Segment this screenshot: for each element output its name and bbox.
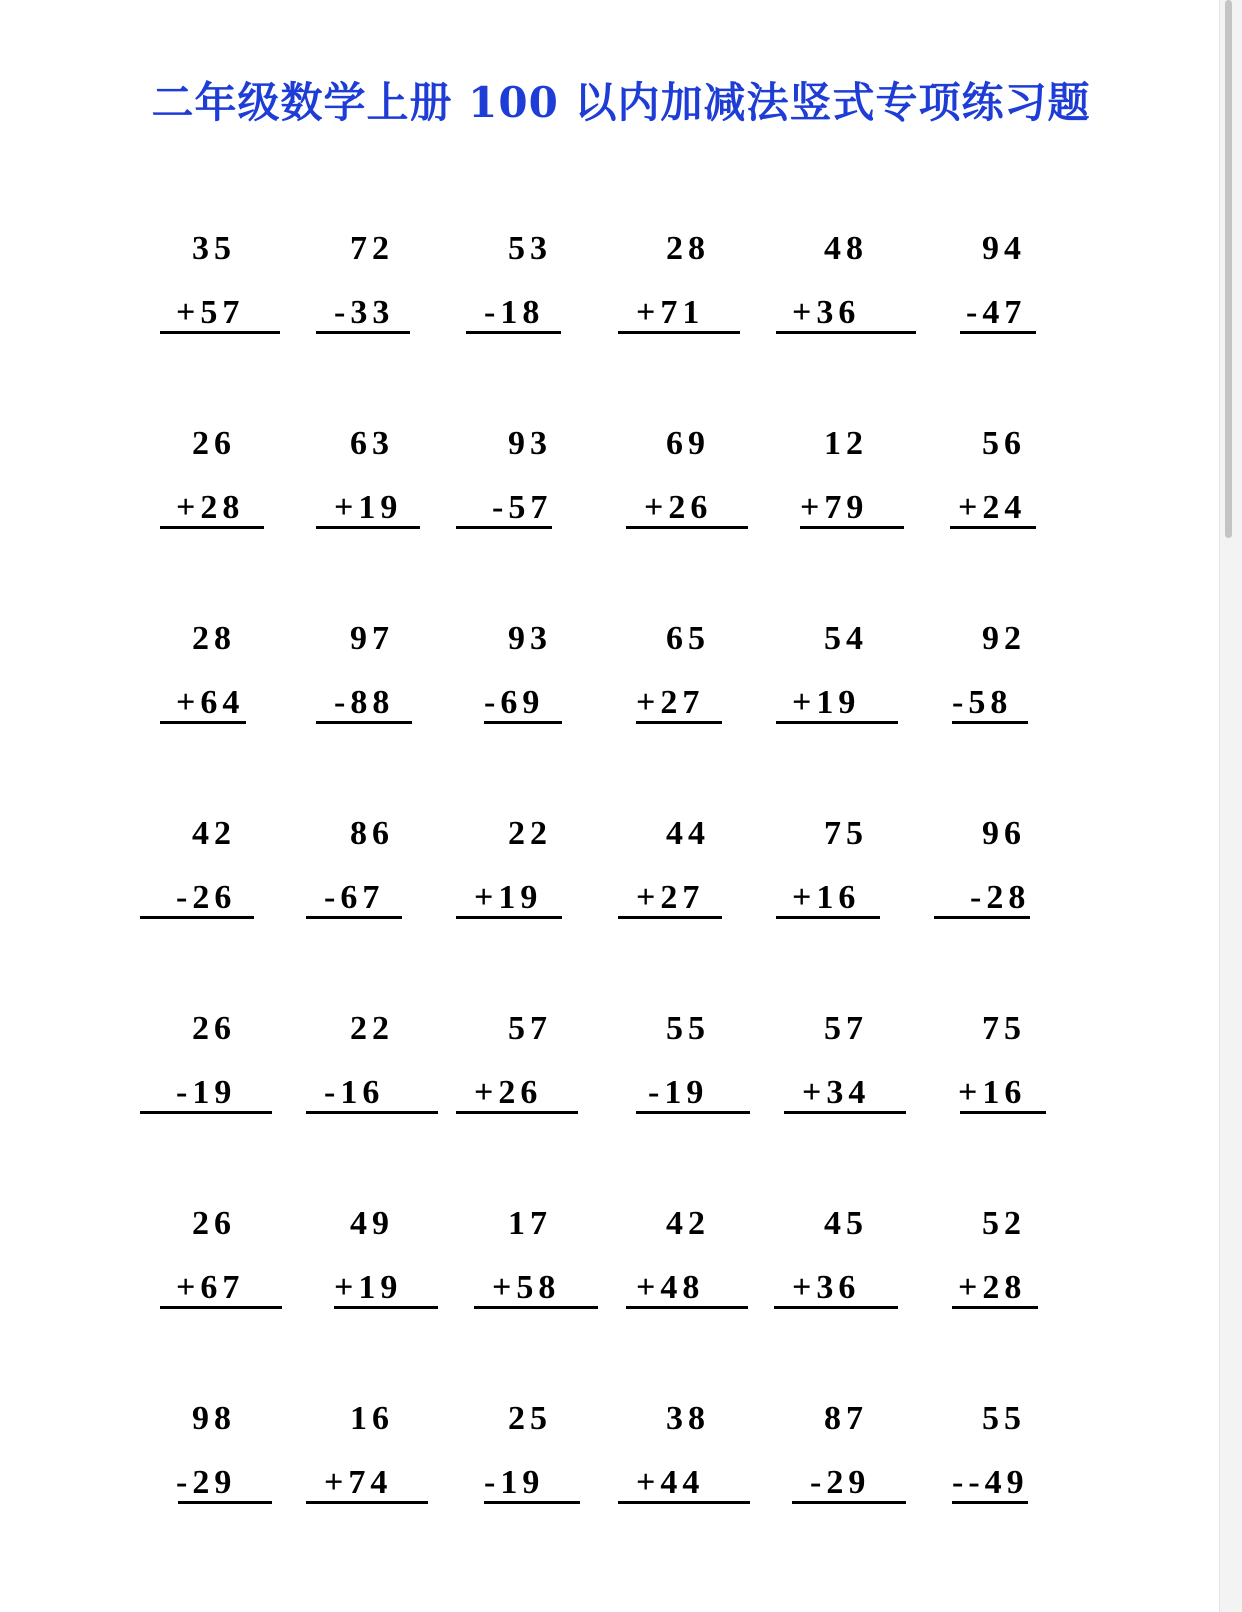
problem-item (614, 1400, 774, 1510)
operand-number: -58 (952, 684, 1013, 721)
top-number: 94 (982, 230, 1026, 267)
top-number: 16 (350, 1400, 394, 1437)
problem-item (930, 620, 1090, 730)
problem-item (772, 815, 932, 925)
problem-item (772, 230, 932, 340)
top-number: 26 (192, 1010, 236, 1047)
problem-item (140, 815, 300, 925)
operand-number: +67 (176, 1269, 245, 1306)
answer-line (466, 331, 561, 334)
operand-number: +19 (334, 1269, 403, 1306)
top-number: 87 (824, 1400, 868, 1437)
answer-line (784, 1111, 906, 1114)
operand-number: -18 (484, 294, 545, 331)
problem-item (772, 1400, 932, 1510)
operand-number: -19 (176, 1074, 237, 1111)
problem-item (930, 815, 1090, 925)
problem-item (140, 230, 300, 340)
operand-number: +19 (474, 879, 543, 916)
answer-line (456, 526, 552, 529)
problem-item (298, 1205, 458, 1315)
problem-item (614, 620, 774, 730)
answer-line (952, 1306, 1038, 1309)
answer-line (618, 331, 740, 334)
problem-item (140, 620, 300, 730)
operand-number: -16 (324, 1074, 385, 1111)
answer-line (934, 916, 1030, 919)
top-number: 25 (508, 1400, 552, 1437)
operand-number: -67 (324, 879, 385, 916)
answer-line (160, 526, 264, 529)
top-number: 75 (824, 815, 868, 852)
operand-number: +44 (636, 1464, 705, 1501)
top-number: 98 (192, 1400, 236, 1437)
operand-number: +28 (176, 489, 245, 526)
answer-line (960, 331, 1036, 334)
top-number: 57 (824, 1010, 868, 1047)
operand-number: +34 (802, 1074, 871, 1111)
answer-line (950, 526, 1036, 529)
answer-line (306, 1111, 438, 1114)
top-number: 42 (192, 815, 236, 852)
top-number: 45 (824, 1205, 868, 1242)
operand-number: +24 (958, 489, 1027, 526)
operand-number: +48 (636, 1269, 705, 1306)
answer-line (776, 916, 880, 919)
problem-item (456, 1010, 616, 1120)
answer-line (774, 1306, 898, 1309)
problem-item (930, 1400, 1090, 1510)
operand-number: +26 (474, 1074, 543, 1111)
top-number: 86 (350, 815, 394, 852)
problem-item (456, 230, 616, 340)
problem-item (140, 1010, 300, 1120)
answer-line (306, 916, 402, 919)
answer-line (140, 1111, 272, 1114)
problem-item (930, 1205, 1090, 1315)
problem-item (456, 815, 616, 925)
answer-line (952, 721, 1028, 724)
operand-number: -19 (648, 1074, 709, 1111)
answer-line (960, 1111, 1046, 1114)
top-number: 93 (508, 620, 552, 657)
problem-item (298, 425, 458, 535)
top-number: 72 (350, 230, 394, 267)
operand-number: +64 (176, 684, 245, 721)
top-number: 22 (350, 1010, 394, 1047)
operand-number: +19 (792, 684, 861, 721)
problem-item (140, 1400, 300, 1510)
top-number: 52 (982, 1205, 1026, 1242)
answer-line (952, 1501, 1028, 1504)
problem-item (456, 425, 616, 535)
top-number: 17 (508, 1205, 552, 1242)
problem-item (930, 230, 1090, 340)
top-number: 48 (824, 230, 868, 267)
operand-number: -26 (176, 879, 237, 916)
operand-number: --49 (952, 1464, 1029, 1501)
problem-item (614, 1010, 774, 1120)
operand-number: +28 (958, 1269, 1027, 1306)
problem-item (298, 1010, 458, 1120)
top-number: 42 (666, 1205, 710, 1242)
answer-line (776, 331, 916, 334)
problem-item (772, 620, 932, 730)
top-number: 28 (666, 230, 710, 267)
answer-line (792, 1501, 906, 1504)
answer-line (626, 526, 748, 529)
answer-line (636, 1111, 750, 1114)
top-number: 93 (508, 425, 552, 462)
top-number: 49 (350, 1205, 394, 1242)
answer-line (800, 526, 904, 529)
top-number: 44 (666, 815, 710, 852)
operand-number: +27 (636, 879, 705, 916)
answer-line (456, 916, 562, 919)
top-number: 28 (192, 620, 236, 657)
answer-line (316, 526, 420, 529)
problem-item (456, 620, 616, 730)
top-number: 56 (982, 425, 1026, 462)
operand-number: +57 (176, 294, 245, 331)
top-number: 69 (666, 425, 710, 462)
problem-item (772, 1205, 932, 1315)
top-number: 12 (824, 425, 868, 462)
problem-item (772, 1010, 932, 1120)
top-number: 54 (824, 620, 868, 657)
operand-number: -29 (176, 1464, 237, 1501)
operand-number: -28 (970, 879, 1031, 916)
answer-line (334, 1306, 438, 1309)
top-number: 26 (192, 1205, 236, 1242)
answer-line (484, 721, 562, 724)
operand-number: +58 (492, 1269, 561, 1306)
operand-number: +26 (644, 489, 713, 526)
answer-line (456, 1111, 578, 1114)
answer-line (626, 1306, 748, 1309)
operand-number: -57 (492, 489, 553, 526)
answer-line (776, 721, 898, 724)
problem-item (930, 425, 1090, 535)
top-number: 63 (350, 425, 394, 462)
problem-item (298, 620, 458, 730)
answer-line (474, 1306, 598, 1309)
top-number: 22 (508, 815, 552, 852)
answer-line (160, 1306, 282, 1309)
answer-line (618, 916, 722, 919)
top-number: 96 (982, 815, 1026, 852)
problem-item (614, 230, 774, 340)
operand-number: -88 (334, 684, 395, 721)
answer-line (636, 721, 722, 724)
top-number: 92 (982, 620, 1026, 657)
operand-number: -69 (484, 684, 545, 721)
top-number: 26 (192, 425, 236, 462)
problem-item (456, 1205, 616, 1315)
operand-number: +71 (636, 294, 705, 331)
answer-line (140, 916, 254, 919)
operand-number: +19 (334, 489, 403, 526)
problem-item (614, 815, 774, 925)
top-number: 97 (350, 620, 394, 657)
problem-item (614, 425, 774, 535)
problem-item (614, 1205, 774, 1315)
top-number: 65 (666, 620, 710, 657)
operand-number: +27 (636, 684, 705, 721)
answer-line (316, 331, 410, 334)
operand-number: +36 (792, 294, 861, 331)
problem-item (298, 230, 458, 340)
top-number: 53 (508, 230, 552, 267)
operand-number: +16 (958, 1074, 1027, 1111)
operand-number: +74 (324, 1464, 393, 1501)
operand-number: +36 (792, 1269, 861, 1306)
top-number: 38 (666, 1400, 710, 1437)
answer-line (484, 1501, 580, 1504)
answer-line (160, 721, 246, 724)
operand-number: -33 (334, 294, 395, 331)
answer-line (306, 1501, 428, 1504)
operand-number: -19 (484, 1464, 545, 1501)
top-number: 35 (192, 230, 236, 267)
answer-line (160, 331, 280, 334)
operand-number: +16 (792, 879, 861, 916)
answer-line (178, 1501, 272, 1504)
problem-item (298, 1400, 458, 1510)
answer-line (618, 1501, 750, 1504)
problem-item (930, 1010, 1090, 1120)
problem-item (772, 425, 932, 535)
top-number: 57 (508, 1010, 552, 1047)
problem-item (456, 1400, 616, 1510)
problem-item (298, 815, 458, 925)
problem-item (140, 425, 300, 535)
operand-number: +79 (800, 489, 869, 526)
top-number: 75 (982, 1010, 1026, 1047)
top-number: 55 (666, 1010, 710, 1047)
page-title: 二年级数学上册 100 以内加减法竖式专项练习题 (151, 78, 1091, 127)
top-number: 55 (982, 1400, 1026, 1437)
answer-line (316, 721, 412, 724)
operand-number: -47 (966, 294, 1027, 331)
operand-number: -29 (810, 1464, 871, 1501)
problem-item (140, 1205, 300, 1315)
